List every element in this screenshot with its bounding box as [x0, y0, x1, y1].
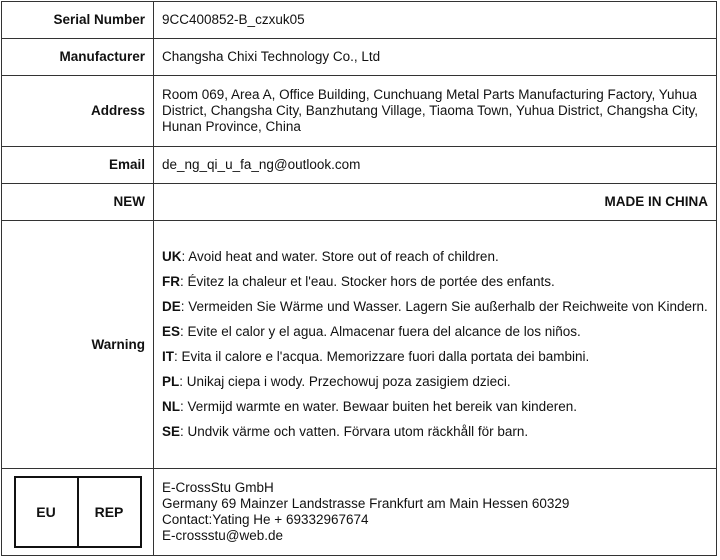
manufacturer-value: Changsha Chixi Technology Co., Ltd — [154, 39, 717, 76]
eu-rep-badge-cell — [2, 469, 154, 556]
address-value: Room 069, Area A, Office Building, Cunchuang Metal Parts Manufacturing Factory, Yuhua District, Changsha City, Banzhutang Village, Tiaoma Town, Yuhua District, Changsha City, Hunan Province, China — [154, 76, 717, 147]
warning-code: ES — [162, 324, 181, 339]
warning-code: NL — [162, 399, 180, 414]
warning-cell — [154, 221, 717, 469]
manufacturer-label: Manufacturer — [2, 39, 154, 76]
warning-code: UK — [162, 249, 182, 264]
warning-code: PL — [162, 374, 180, 389]
warning-item-it — [162, 349, 708, 365]
email-label: Email — [2, 147, 154, 184]
product-label-document — [1, 1, 717, 555]
warning-item-uk — [162, 249, 708, 265]
warning-text: : Vermeiden Sie Wärme und Wasser. Lagern Sie außerhalb der Reichweite von Kindern. — [180, 299, 708, 314]
warning-code: DE — [162, 299, 181, 314]
origin-value: MADE IN CHINA — [154, 184, 717, 221]
manufacturer-row — [2, 39, 717, 76]
warning-item-es — [162, 324, 708, 340]
warning-item-pl — [162, 374, 708, 390]
warning-text: : Unikaj ciepa i wody. Przechowuj poza zasigiem dzieci. — [179, 374, 511, 389]
spec-table — [1, 1, 717, 556]
email-row — [2, 147, 717, 184]
warning-code: SE — [162, 424, 181, 439]
serial-label: Serial Number — [2, 2, 154, 39]
email-value: de_ng_qi_u_fa_ng@outlook.com — [154, 147, 717, 184]
warning-label: Warning — [2, 221, 154, 469]
eu-rep-company: E-CrossStu GmbH — [162, 480, 274, 495]
warning-text: : Avoid heat and water. Store out of reach of children. — [181, 249, 499, 264]
warning-text: : Undvik värme och vatten. Förvara utom räckhåll för barn. — [180, 424, 529, 439]
eu-rep-address: Germany 69 Mainzer Landstrasse Frankfurt am Main Hessen 60329 — [162, 496, 570, 511]
eu-badge-right: REP — [77, 478, 140, 546]
eu-rep-badge — [14, 476, 142, 548]
warning-row — [2, 221, 717, 469]
address-row — [2, 76, 717, 147]
eu-rep-email: E-crossstu@web.de — [162, 528, 283, 543]
warning-text: : Vermijd warmte en water. Bewaar buiten het bereik van kinderen. — [180, 399, 577, 414]
eu-rep-contact: Contact:Yating He + 69332967674 — [162, 512, 369, 527]
warning-text: : Evite el calor y el agua. Almacenar fuera del alcance de los niños. — [180, 324, 581, 339]
eu-rep-details — [154, 469, 717, 556]
warning-code: IT — [162, 349, 174, 364]
warning-list — [162, 247, 708, 442]
eu-rep-row — [2, 469, 717, 556]
warning-item-fr — [162, 274, 708, 290]
warning-item-de — [162, 299, 708, 315]
warning-code: FR — [162, 274, 180, 289]
eu-badge-left: EU — [36, 504, 56, 520]
warning-item-nl — [162, 399, 708, 415]
condition-row — [2, 184, 717, 221]
address-label: Address — [2, 76, 154, 147]
serial-row — [2, 2, 717, 39]
condition-label: NEW — [2, 184, 154, 221]
warning-text: : Evita il calore e l'acqua. Memorizzare fuori dalla portata dei bambini. — [174, 349, 590, 364]
serial-value: 9CC400852-B_czxuk05 — [154, 2, 717, 39]
warning-item-se — [162, 424, 708, 440]
warning-text: : Évitez la chaleur et l'eau. Stocker hors de portée des enfants. — [180, 274, 555, 289]
